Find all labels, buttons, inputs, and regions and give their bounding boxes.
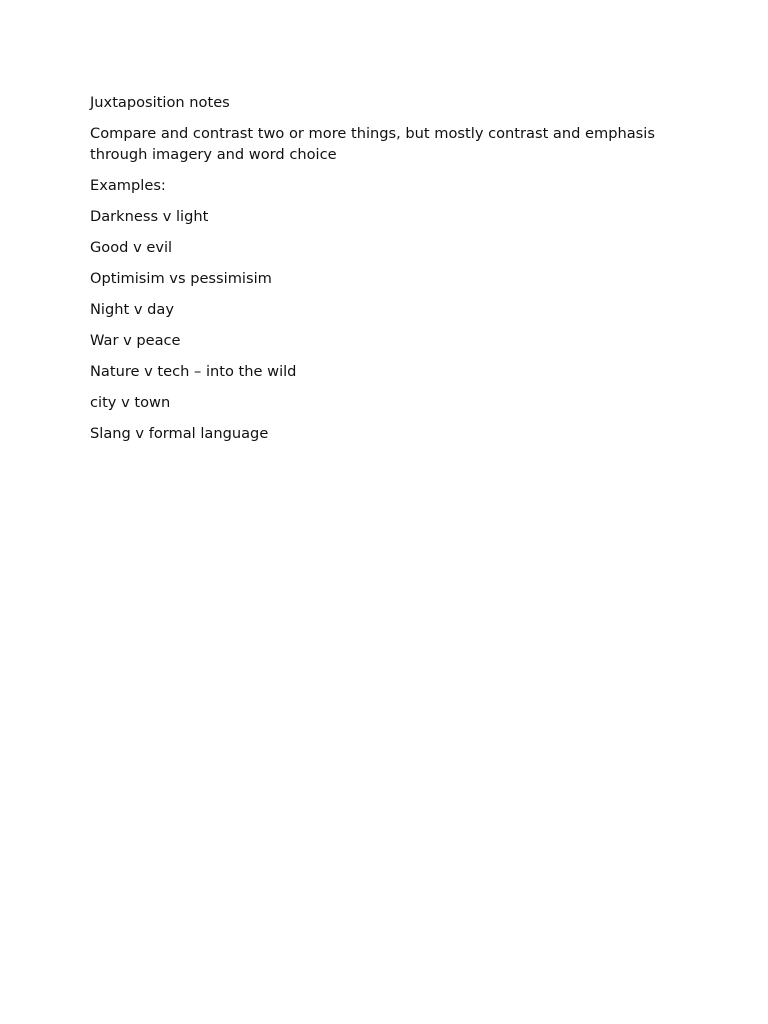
example-item: Slang v formal language <box>90 425 269 442</box>
example-item: Nature v tech – into the wild <box>90 363 297 380</box>
examples-list <box>90 206 690 444</box>
example-item: War v peace <box>90 332 181 349</box>
document-title: Juxtaposition notes <box>90 94 230 111</box>
example-item: Darkness v light <box>90 208 209 225</box>
examples-heading: Examples: <box>90 177 166 194</box>
document-body <box>90 92 690 454</box>
example-item: city v town <box>90 394 171 411</box>
example-item: Night v day <box>90 301 174 318</box>
example-item: Optimisim vs pessimisim <box>90 270 272 287</box>
definition-paragraph: Compare and contrast two or more things, but mostly contrast and emphasis through imagery and word choice <box>90 125 655 163</box>
example-item: Good v evil <box>90 239 173 256</box>
